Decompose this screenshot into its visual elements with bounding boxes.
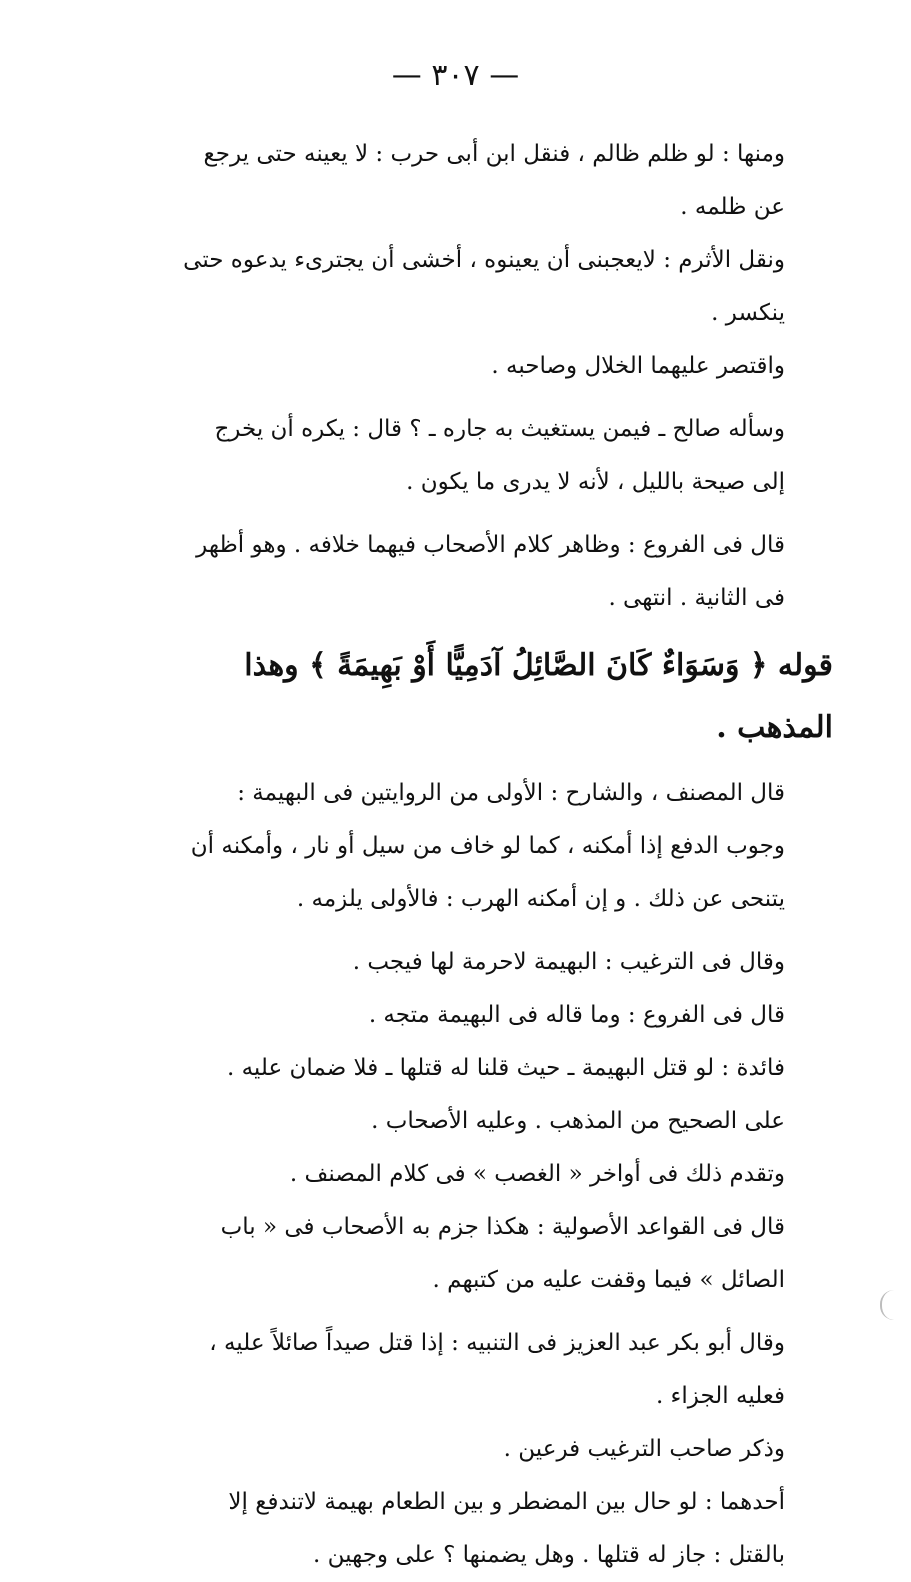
page-text (183, 128, 833, 1582)
paragraph: وقال فى الترغيب : البهيمة لاحرمة لها فيجب . (352, 949, 785, 975)
paragraph: قال فى القواعد الأصولية : هكذا جزم به الأصحاب فى « باب الصائل » فيما وقفت عليه من كتبهم . (220, 1214, 785, 1293)
paragraph: قال المصنف ، والشارح : الأولى من الروايتين فى البهيمة : وجوب الدفع إذا أمكنه ، كما لو خاف من سيل أو نار ، وأمكنه أن يتنحى عن ذلك . و إن أمكنه الهرب : فالأولى يلزمه . (190, 780, 785, 912)
paragraph: ومنها : لو ظلم ظالم ، فنقل ابن أبى حرب : لا يعينه حتى يرجع عن ظلمه . (203, 141, 785, 220)
paragraph: قال فى الفروع : وما قاله فى البهيمة متجه . (368, 1002, 785, 1028)
paragraph: وتقدم ذلك فى أواخر « الغصب » فى كلام المصنف . (289, 1161, 785, 1187)
paragraph: فائدة : لو قتل البهيمة ـ حيث قلنا له قتلها ـ فلا ضمان عليه . على الصحيح من المذهب . وعليه الأصحاب . (226, 1055, 785, 1134)
paragraph: واقتصر عليهما الخلال وصاحبه . (491, 353, 785, 379)
paragraph: أحدهما : لو حال بين المضطر و بين الطعام بهيمة لاتندفع إلا بالقتل : جاز له قتلها . وهل يضمنها ؟ على وجهين . (228, 1489, 785, 1568)
page-edge-mark (880, 1290, 896, 1320)
paragraph: وسأله صالح ـ فيمن يستغيث به جاره ـ ؟ قال : يكره أن يخرج إلى صيحة بالليل ، لأنه لا يدرى ما يكون . (214, 416, 785, 495)
paragraph: ونقل الأثرم : لايعجبنى أن يعينوه ، أخشى أن يجترىء يدعوه حتى ينكسر . (183, 247, 785, 326)
section-heading: قوله ﴿ وَسَوَاءٌ كَانَ الصَّائِلُ آدَمِيًّا أَوْ بَهِيمَةً ﴾ وهذا المذهب . (244, 648, 833, 745)
paragraph: وقال أبو بكر عبد العزيز فى التنبيه : إذا قتل صيداً صائلاً عليه ، فعليه الجزاء . (209, 1330, 785, 1409)
page-number: — ٣٠٧ — (391, 58, 520, 93)
paragraph: قال فى الفروع : وظاهر كلام الأصحاب فيهما خلافه . وهو أظهر فى الثانية . انتهى . (196, 532, 785, 611)
paragraph: وذكر صاحب الترغيب فرعين . (503, 1436, 785, 1462)
